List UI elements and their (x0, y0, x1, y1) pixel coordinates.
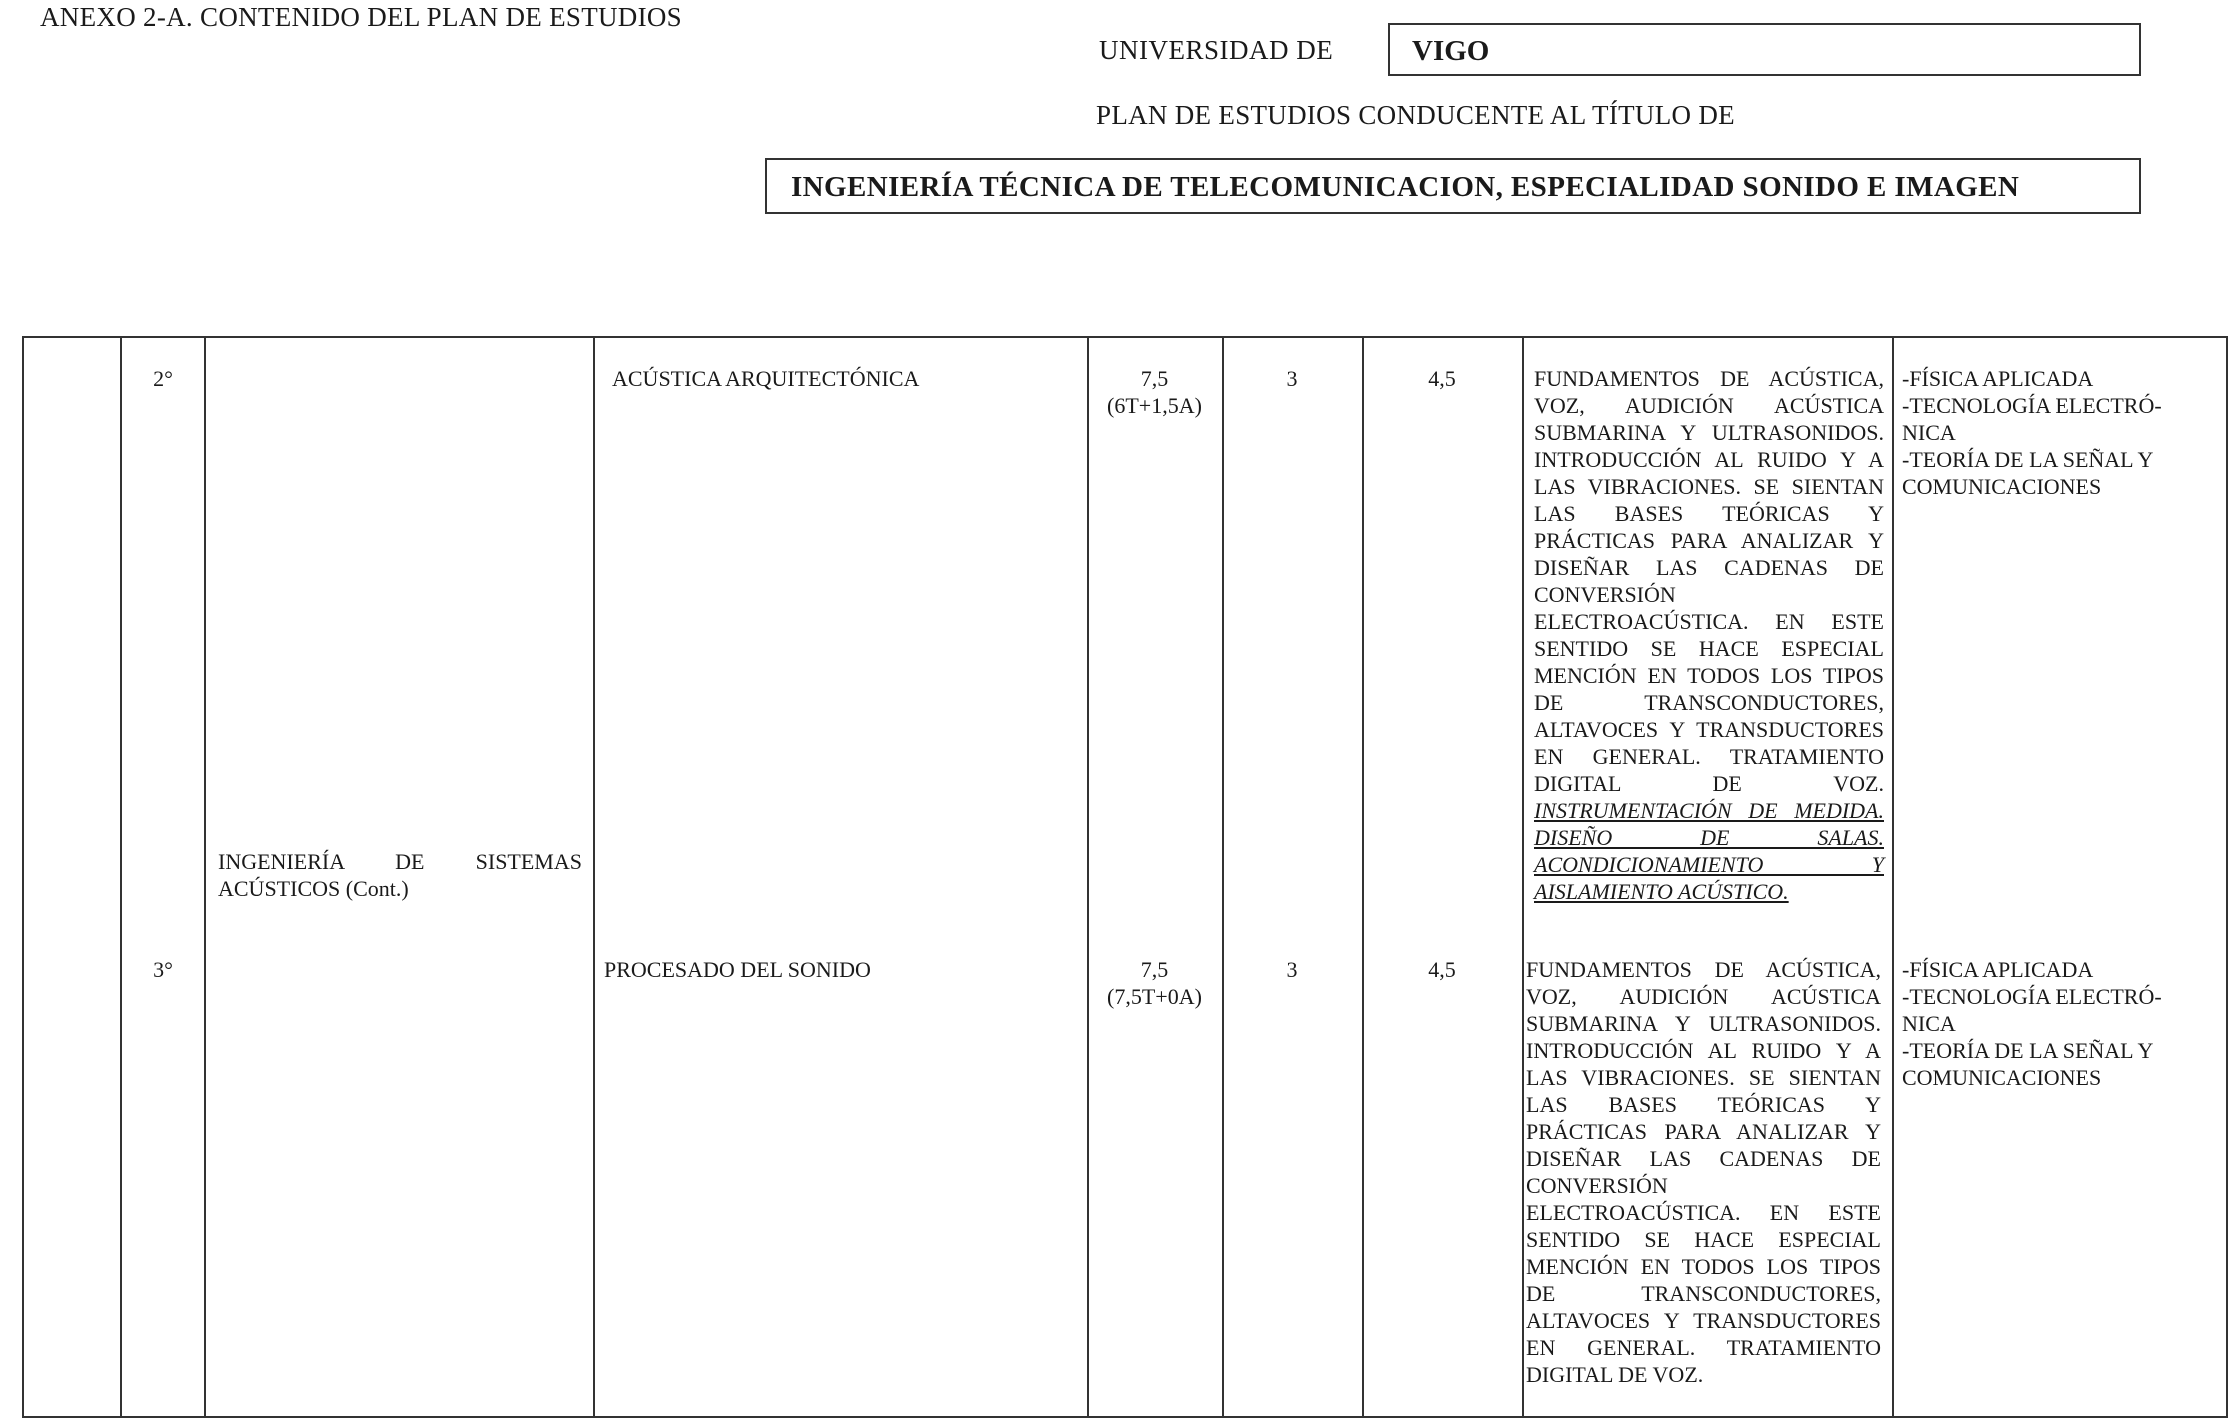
row-2-practice: 4,5 (1428, 957, 1456, 982)
row-1-area: COMUNICACIONES (1902, 474, 2102, 499)
row-2-theory: 3 (1286, 957, 1298, 982)
university-label: UNIVERSIDAD DE (1099, 35, 1334, 65)
row-1-area: -FÍSICA APLICADA (1902, 366, 2094, 391)
university-box (1388, 23, 2141, 76)
row-1-credits-detail: (6T+1,5A) (1107, 393, 1202, 418)
row-2-subject: PROCESADO DEL SONIDO (604, 957, 871, 982)
row-1-description-underlined: INSTRUMENTACIÓN DE MEDIDA. DISEÑO DE SALAS. ACONDICIONAMIENTO Y AISLAMIENTO ACÚSTICO. (1534, 798, 1884, 904)
column-divider (1222, 338, 1224, 1416)
row-2-area: -TECNOLOGÍA ELECTRÓ- (1902, 984, 2162, 1009)
column-divider (1522, 338, 1524, 1416)
column-divider (204, 338, 206, 1416)
degree-title-box (765, 158, 2141, 214)
row-2-credits-detail: (7,5T+0A) (1107, 984, 1202, 1009)
university-name: VIGO (1412, 35, 1490, 67)
row-1-description (1534, 365, 1884, 905)
column-divider (120, 338, 122, 1416)
group-subject: INGENIERÍA DE SISTEMAS ACÚSTICOS (Cont.) (218, 849, 582, 901)
row-1-total-credits: 7,5 (1140, 366, 1169, 391)
annex-title: ANEXO 2-A. CONTENIDO DEL PLAN DE ESTUDIOS (40, 2, 682, 32)
row-1-credits (1092, 365, 1217, 419)
row-2-total-credits: 7,5 (1140, 957, 1169, 982)
row-2-area: -TEORÍA DE LA SEÑAL Y (1902, 1038, 2154, 1063)
row-2-area: NICA (1902, 1011, 1956, 1036)
row-1-areas (1902, 365, 2222, 500)
curriculum-table (22, 336, 2228, 1418)
column-divider (593, 338, 595, 1416)
row-2-cycle: 3° (153, 957, 173, 982)
row-1-area: NICA (1902, 420, 1956, 445)
column-divider (1362, 338, 1364, 1416)
plan-label: PLAN DE ESTUDIOS CONDUCENTE AL TÍTULO DE (1096, 100, 1735, 130)
row-1-cycle: 2° (153, 366, 173, 391)
row-1-area: -TEORÍA DE LA SEÑAL Y (1902, 447, 2154, 472)
degree-title: INGENIERÍA TÉCNICA DE TELECOMUNICACION, ESPECIALIDAD SONIDO E IMAGEN (791, 171, 2020, 203)
row-1-subject: ACÚSTICA ARQUITECTÓNICA (612, 366, 920, 391)
row-2-description: FUNDAMENTOS DE ACÚSTICA, VOZ, AUDICIÓN ACÚSTICA SUBMARINA Y ULTRASONIDOS. INTRODUCCIÓN AL RUIDO Y A LAS VIBRACIONES. SE SIENTAN LAS BASES TEÓRICAS Y PRÁCTICAS PARA ANALIZAR Y DISEÑAR LAS CADENAS DE CONVERSIÓN ELECTROACÚSTICA. EN ESTE SENTIDO SE HACE ESPECIAL MENCIÓN EN TODOS LOS TIPOS DE TRANSCONDUCTORES, ALTAVOCES Y TRANSDUCTORES EN GENERAL. TRATAMIENTO DIGITAL DE VOZ. (1526, 957, 1881, 1387)
row-2-area: COMUNICACIONES (1902, 1065, 2102, 1090)
row-2-areas (1902, 956, 2222, 1091)
row-1-theory: 3 (1286, 366, 1298, 391)
row-1-description-text: FUNDAMENTOS DE ACÚSTICA, VOZ, AUDICIÓN ACÚSTICA SUBMARINA Y ULTRASONIDOS. INTRODUCCIÓN AL RUIDO Y A LAS VIBRACIONES. SE SIENTAN LAS BASES TEÓRICAS Y PRÁCTICAS PARA ANALIZAR Y DISEÑAR LAS CADENAS DE CONVERSIÓN ELECTROACÚSTICA. EN ESTE SENTIDO SE HACE ESPECIAL MENCIÓN EN TODOS LOS TIPOS DE TRANSCONDUCTORES, ALTAVOCES Y TRANSDUCTORES EN GENERAL. TRATAMIENTO DIGITAL DE VOZ. (1534, 366, 1884, 796)
row-1-area: -TECNOLOGÍA ELECTRÓ- (1902, 393, 2162, 418)
row-2-area: -FÍSICA APLICADA (1902, 957, 2094, 982)
column-divider (1892, 338, 1894, 1416)
row-1-practice: 4,5 (1428, 366, 1456, 391)
column-divider (1087, 338, 1089, 1416)
row-2-credits (1092, 956, 1217, 1010)
